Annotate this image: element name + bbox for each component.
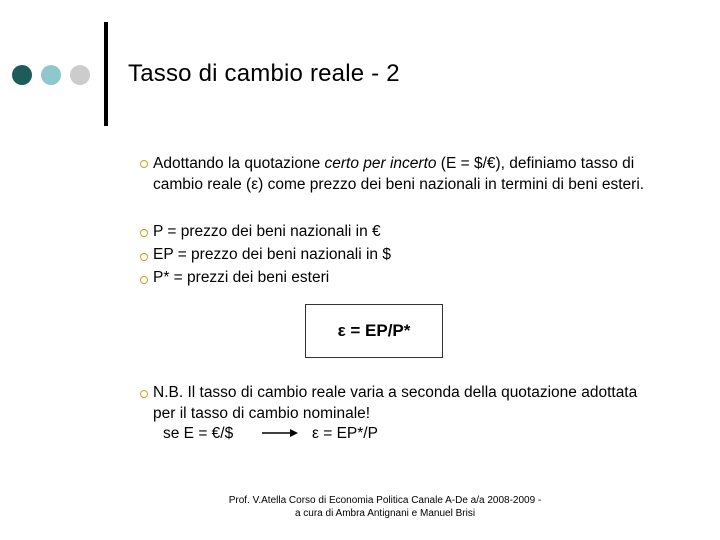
bullet-text-nb-line1: N.B. Il tasso di cambio reale varia a seconda della quotazione adottata	[153, 384, 638, 401]
formula-box	[305, 304, 443, 358]
bullet-icon	[140, 276, 148, 284]
decor-dot-light	[41, 65, 61, 85]
decor-dot-gray	[70, 65, 90, 85]
bullet-text-pre: Adottando la quotazione	[153, 155, 325, 172]
alt-quotation: se E = €/$	[163, 425, 234, 442]
slide-title: Tasso di cambio reale - 2	[128, 60, 400, 87]
footer-line1: Prof. V.Atella Corso di Economia Politica Canale A-De a/a 2008-2009 -	[228, 495, 542, 506]
bullet-icon	[140, 390, 148, 398]
bullet-icon	[140, 229, 148, 237]
title-divider	[104, 22, 108, 126]
bullet-text-definition	[153, 153, 644, 195]
bullet-text-post: (E = $/€), definiamo tasso di	[436, 155, 635, 172]
right-arrow-icon	[262, 427, 298, 439]
bullet-text-nb	[153, 382, 637, 424]
bullet-text-nb-line2: per il tasso di cambio nominale!	[153, 405, 371, 422]
alt-formula: ε = EP*/P	[312, 425, 378, 442]
formula-text: ε = EP/P*	[337, 321, 411, 340]
footer-credits	[220, 494, 550, 520]
bullet-text-pstar: P* = prezzi dei beni esteri	[153, 269, 330, 286]
bullet-text-italic: certo per incerto	[324, 155, 437, 172]
bullet-text-line2: cambio reale (ε) come prezzo dei beni nazionali in termini di beni esteri.	[153, 176, 645, 193]
footer-line2: a cura di Ambra Antignani e Manuel Brisi	[294, 508, 476, 519]
bullet-icon	[140, 160, 148, 168]
decor-dot-dark	[12, 65, 32, 85]
bullet-text-ep: EP = prezzo dei beni nazionali in $	[153, 246, 391, 263]
bullet-text-p: P = prezzo dei beni nazionali in €	[153, 223, 381, 240]
bullet-icon	[140, 253, 148, 261]
